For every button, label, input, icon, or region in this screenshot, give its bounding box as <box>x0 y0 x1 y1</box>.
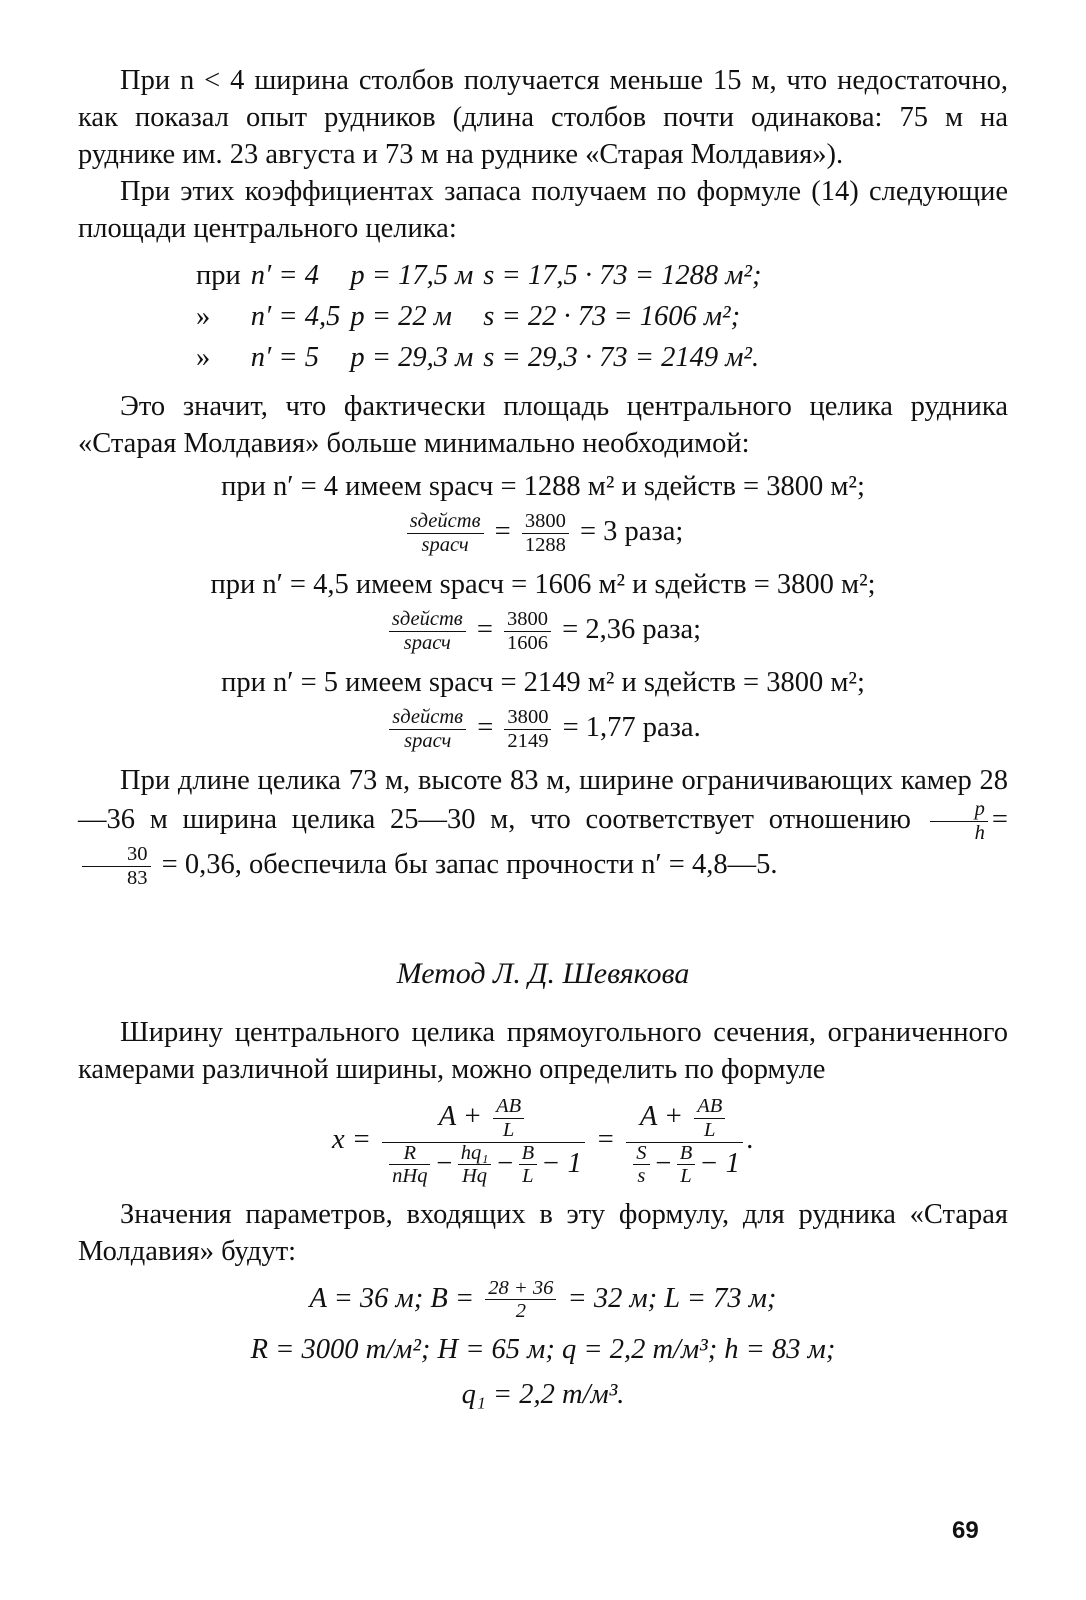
area-equations <box>196 255 771 378</box>
equation-prefix: при <box>196 260 241 291</box>
case-ratio: $\frac{\text{sдейств}}{\text{sрасч}}$ = $\frac{3800}{1606}$ = 2,36 раза; <box>78 609 1008 654</box>
equation-p: p = 29,3 м <box>350 342 474 373</box>
equation-p: p = 22 м <box>350 301 452 332</box>
page-number: 69 <box>952 1517 979 1544</box>
equation-prefix: » <box>196 301 211 332</box>
paragraph-2: При этих коэффициентах запаса получаем по формуле (14) следующие площади центрального целика: <box>78 176 1008 244</box>
case-line: при n′ = 4,5 имеем sрасч = 1606 м² и sдейств = 3800 м²; <box>210 569 876 601</box>
ratio-cases <box>78 468 1008 752</box>
formula-fraction-2: A + $\frac{AB}{L}$ $\frac{S}{s}$ − $\frac{B}{L}$ − 1 <box>626 1096 743 1187</box>
case-ratio: $\frac{\text{sдейств}}{\text{sрасч}}$ = $\frac{3800}{2149}$ = 1,77 раза. <box>78 707 1008 752</box>
params-line-1: A = 36 м; B = $\frac{28 + 36}{2}$ = 32 м; L = 73 м; <box>309 1276 777 1323</box>
equation-s: s = 22 · 73 = 1606 м²; <box>483 301 741 332</box>
equation-n: n′ = 4 <box>250 260 319 291</box>
paragraph-4: При длине целика 73 м, высоте 83 м, ширине ограничивающих камер 28—36 м ширина целика 25—30 м, что соответствует отношению $\frac{p}{h}$ = $\frac{30}{83}$ = 0,36, обеспечила бы запас прочности n′ = 4,8—5. <box>78 765 1008 889</box>
equation-row <box>196 255 771 296</box>
case-line: при n′ = 4 имеем sрасч = 1288 м² и sдейств = 3800 м²; <box>221 471 865 502</box>
equation-row <box>196 337 771 378</box>
section-heading: Метод Л. Д. Шевякова <box>396 957 690 991</box>
width-formula: x = A + $\frac{AB}{L}$ $\frac{R}{\text{nHq}}$ − $\frac{\text{hq₁}}{Hq}$ − $\frac{B}{L}$ − 1 = A + $\frac{AB}{L}$ $\frac{S}{s}$ − $\frac{B}{L}$ − 1 . <box>331 1095 755 1188</box>
equation-n: n′ = 4,5 <box>250 301 341 332</box>
paragraph-6: Значения параметров, входящих в эту формулу, для рудника «Старая Молдавия» будут: <box>78 1198 1008 1267</box>
paragraph-1: При n < 4 ширина столбов получается меньше 15 м, что недостаточно, как показал опыт рудников (длина столбов почти одинакова: 75 м на руднике им. 23 августа и 73 м на руднике «Старая Молдавия»). <box>78 65 1008 170</box>
paragraph-3: Это значит, что фактически площадь центрального целика рудника «Старая Молдавия» больше минимально необходимой: <box>78 391 1008 459</box>
equation-n: n′ = 5 <box>250 342 319 373</box>
equation-s: s = 17,5 · 73 = 1288 м²; <box>483 260 762 291</box>
paragraph-5: Ширину центрального целика прямоугольного сечения, ограниченного камерами различной ширины, можно определить по формуле <box>78 1017 1008 1086</box>
params-line-3: q₁ = 2,2 т/м³. <box>461 1378 625 1410</box>
thirty-over-83-fraction: $\frac{30}{83}$ <box>82 844 151 889</box>
ph-fraction: $\frac{p}{h}$ <box>930 799 988 844</box>
page-body <box>78 62 1008 1413</box>
equation-p: p = 17,5 м <box>350 260 474 291</box>
equation-s: s = 29,3 · 73 = 2149 м². <box>483 342 760 373</box>
formula-fraction-1: A + $\frac{AB}{L}$ $\frac{R}{\text{nHq}}$ − $\frac{\text{hq₁}}{Hq}$ − $\frac{B}{L}$ − 1 <box>382 1096 585 1187</box>
params-line-2: R = 3000 т/м²; H = 65 м; q = 2,2 т/м³; h = 83 м; <box>250 1333 836 1365</box>
equation-prefix: » <box>196 342 211 373</box>
case-line: при n′ = 5 имеем sрасч = 2149 м² и sдейств = 3800 м²; <box>221 667 865 699</box>
paragraph-4-text: При длине целика 73 м, высоте 83 м, ширине ограничивающих камер 28—36 м ширина целика 25—30 м, что соответствует отношению <box>78 765 1008 836</box>
paragraph-4-result: = 0,36, обеспечила бы запас прочности n′ = 4,8—5. <box>161 849 778 881</box>
equation-row <box>196 296 771 337</box>
case-ratio: $\frac{\text{sдейств}}{\text{sрасч}}$ = $\frac{3800}{1288}$ = 3 раза; <box>78 511 1008 556</box>
